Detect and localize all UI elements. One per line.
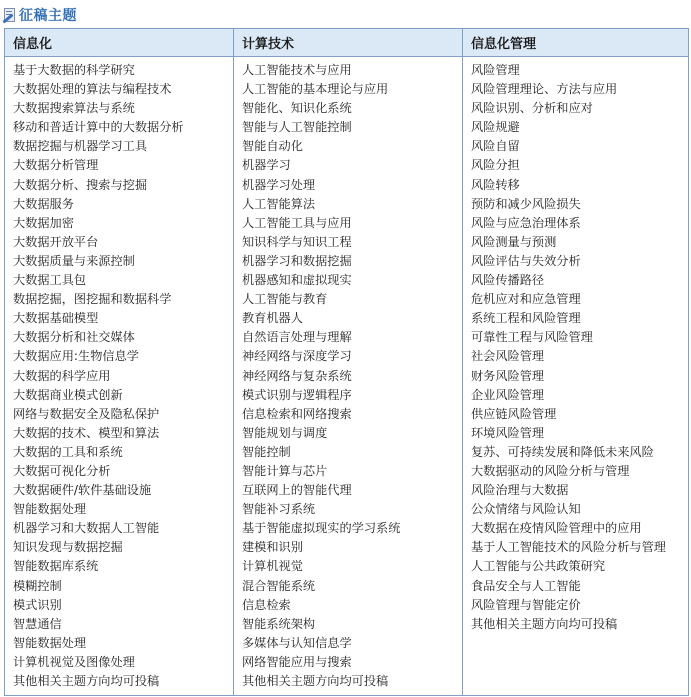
topic-item: 风险自留	[471, 139, 520, 154]
topic-item: 供应链风险管理	[471, 406, 557, 421]
topic-item: 数据挖掘，图挖掘和数据科学	[13, 292, 172, 307]
table-body-row	[5, 57, 689, 696]
topic-item: 智能计算与芯片	[242, 463, 328, 478]
topic-item: 计算机视觉	[242, 559, 303, 574]
topic-item: 神经网络与复杂系统	[242, 368, 352, 383]
column-header-information-management: 信息化管理	[463, 29, 689, 57]
topic-item: 智能系统架构	[242, 616, 316, 631]
topic-item: 风险分担	[471, 158, 520, 173]
topic-item: 知识发现与数据挖掘	[13, 540, 123, 555]
topic-item: 复苏、可持续发展和降低未来风险	[471, 444, 654, 459]
topic-item: 系统工程和风险管理	[471, 311, 581, 326]
topics-table	[4, 28, 689, 696]
topic-item: 教育机器人	[242, 311, 303, 326]
topic-item: 大数据的工具和系统	[13, 444, 123, 459]
topic-item: 知识科学与知识工程	[242, 234, 352, 249]
topic-item: 大数据服务	[13, 196, 74, 211]
topic-item: 建模和识别	[242, 540, 303, 555]
topic-item: 机器感知和虚拟现实	[242, 273, 352, 288]
topic-item: 机器学习处理	[242, 177, 316, 192]
topic-item: 神经网络与深度学习	[242, 349, 352, 364]
topic-item: 企业风险管理	[471, 387, 545, 402]
topic-item: 大数据基础模型	[13, 311, 99, 326]
topic-item: 大数据质量与来源控制	[13, 253, 135, 268]
section-title: 征稿主题	[19, 8, 77, 24]
topic-item: 智能规划与调度	[242, 425, 328, 440]
topic-item: 其他相关主题方向均可投稿	[471, 616, 618, 631]
topic-item: 模式识别与逻辑程序	[242, 387, 352, 402]
topic-item: 风险测量与预测	[471, 234, 557, 249]
table-header-row	[5, 29, 689, 57]
topic-item: 大数据处理的算法与编程技术	[13, 82, 172, 97]
column-header-computing-technology: 计算技术	[234, 29, 463, 57]
topic-item: 大数据开放平台	[13, 234, 99, 249]
topic-item: 机器学习和数据挖掘	[242, 253, 352, 268]
topic-item: 风险管理	[471, 63, 520, 77]
topic-item: 人工智能技术与应用	[242, 63, 352, 77]
topic-item: 智能自动化	[242, 139, 303, 154]
topic-item: 大数据工具包	[13, 273, 87, 288]
topic-item: 人工智能与教育	[242, 292, 328, 307]
topic-item: 信息检索和网络搜索	[242, 406, 352, 421]
topic-item: 数据挖掘与机器学习工具	[13, 139, 148, 154]
topic-item: 信息检索	[242, 597, 291, 612]
topic-item: 基于人工智能技术的风险分析与管理	[471, 540, 666, 555]
topic-item: 风险管理理论、方法与应用	[471, 82, 618, 97]
topic-item: 机器学习	[242, 158, 291, 173]
topic-item: 计算机视觉及图像处理	[13, 654, 135, 669]
topic-item: 风险与应急治理体系	[471, 215, 581, 230]
topic-list-informatization	[5, 57, 234, 696]
topic-list-information-management	[463, 57, 689, 696]
topic-item: 网络智能应用与搜索	[242, 654, 352, 669]
topic-item: 大数据商业模式创新	[13, 387, 123, 402]
topic-item: 移动和普适计算中的大数据分析	[13, 120, 184, 135]
topic-item: 基于大数据的科学研究	[13, 63, 135, 77]
topic-item: 预防和减少风险损失	[471, 196, 581, 211]
topic-item: 人工智能与公共政策研究	[471, 559, 606, 574]
topic-item: 财务风险管理	[471, 368, 545, 383]
topic-item: 人工智能的基本理论与应用	[242, 82, 389, 97]
topic-item: 大数据搜索算法与系统	[13, 101, 135, 116]
topic-item: 智能化、知识化系统	[242, 101, 352, 116]
topic-item: 环境风险管理	[471, 425, 545, 440]
topic-item: 危机应对和应急管理	[471, 292, 581, 307]
topic-item: 互联网上的智能代理	[242, 483, 352, 498]
topic-item: 智能数据处理	[13, 635, 87, 650]
topic-item: 大数据在疫情风险管理中的应用	[471, 521, 642, 536]
topic-item: 智能补习系统	[242, 502, 316, 517]
topic-item: 大数据应用:生物信息学	[13, 349, 139, 364]
section-title-bar	[2, 4, 77, 26]
topic-item: 大数据硬件/软件基础设施	[13, 483, 152, 498]
topic-item: 人工智能工具与应用	[242, 215, 352, 230]
topic-item: 大数据驱动的风险分析与管理	[471, 463, 630, 478]
topic-item: 模式识别	[13, 597, 62, 612]
topic-item: 风险管理与智能定价	[471, 597, 581, 612]
topic-item: 风险转移	[471, 177, 520, 192]
topic-item: 智能数据库系统	[13, 559, 99, 574]
topic-item: 大数据分析管理	[13, 158, 99, 173]
topic-item: 其他相关主题方向均可投稿	[13, 674, 160, 688]
topic-item: 网络与数据安全及隐私保护	[13, 406, 160, 421]
topic-item: 混合智能系统	[242, 578, 316, 593]
topic-item: 大数据的科学应用	[13, 368, 111, 383]
topic-item: 大数据分析和社交媒体	[13, 330, 135, 345]
topic-list-computing-technology	[234, 57, 463, 696]
topic-item: 社会风险管理	[471, 349, 545, 364]
topic-item: 智慧通信	[13, 616, 62, 631]
topic-item: 其他相关主题方向均可投稿	[242, 674, 389, 688]
topic-item: 机器学习和大数据人工智能	[13, 521, 160, 536]
topic-item: 风险识别、分析和应对	[471, 101, 593, 116]
topic-item: 风险评估与失效分析	[471, 253, 581, 268]
topic-item: 可靠性工程与风险管理	[471, 330, 593, 345]
topic-item: 风险规避	[471, 120, 520, 135]
topic-item: 基于智能虚拟现实的学习系统	[242, 521, 401, 536]
topic-item: 智能数据处理	[13, 502, 87, 517]
topic-item: 公众情绪与风险认知	[471, 502, 581, 517]
topic-item: 模糊控制	[13, 578, 62, 593]
document-pen-icon	[2, 8, 16, 23]
topic-item: 大数据分析、搜索与挖掘	[13, 177, 148, 192]
column-header-informatization: 信息化	[5, 29, 234, 57]
topic-item: 智能与人工智能控制	[242, 120, 352, 135]
topic-item: 自然语言处理与理解	[242, 330, 352, 345]
topic-item: 风险传播路径	[471, 273, 545, 288]
topic-item: 人工智能算法	[242, 196, 316, 211]
topic-item: 风险治理与大数据	[471, 483, 569, 498]
topic-item: 智能控制	[242, 444, 291, 459]
topic-item: 多媒体与认知信息学	[242, 635, 352, 650]
topic-item: 大数据可视化分析	[13, 463, 111, 478]
topic-item: 大数据的技术、模型和算法	[13, 425, 160, 440]
topic-item: 大数据加密	[13, 215, 74, 230]
topic-item: 食品安全与人工智能	[471, 578, 581, 593]
